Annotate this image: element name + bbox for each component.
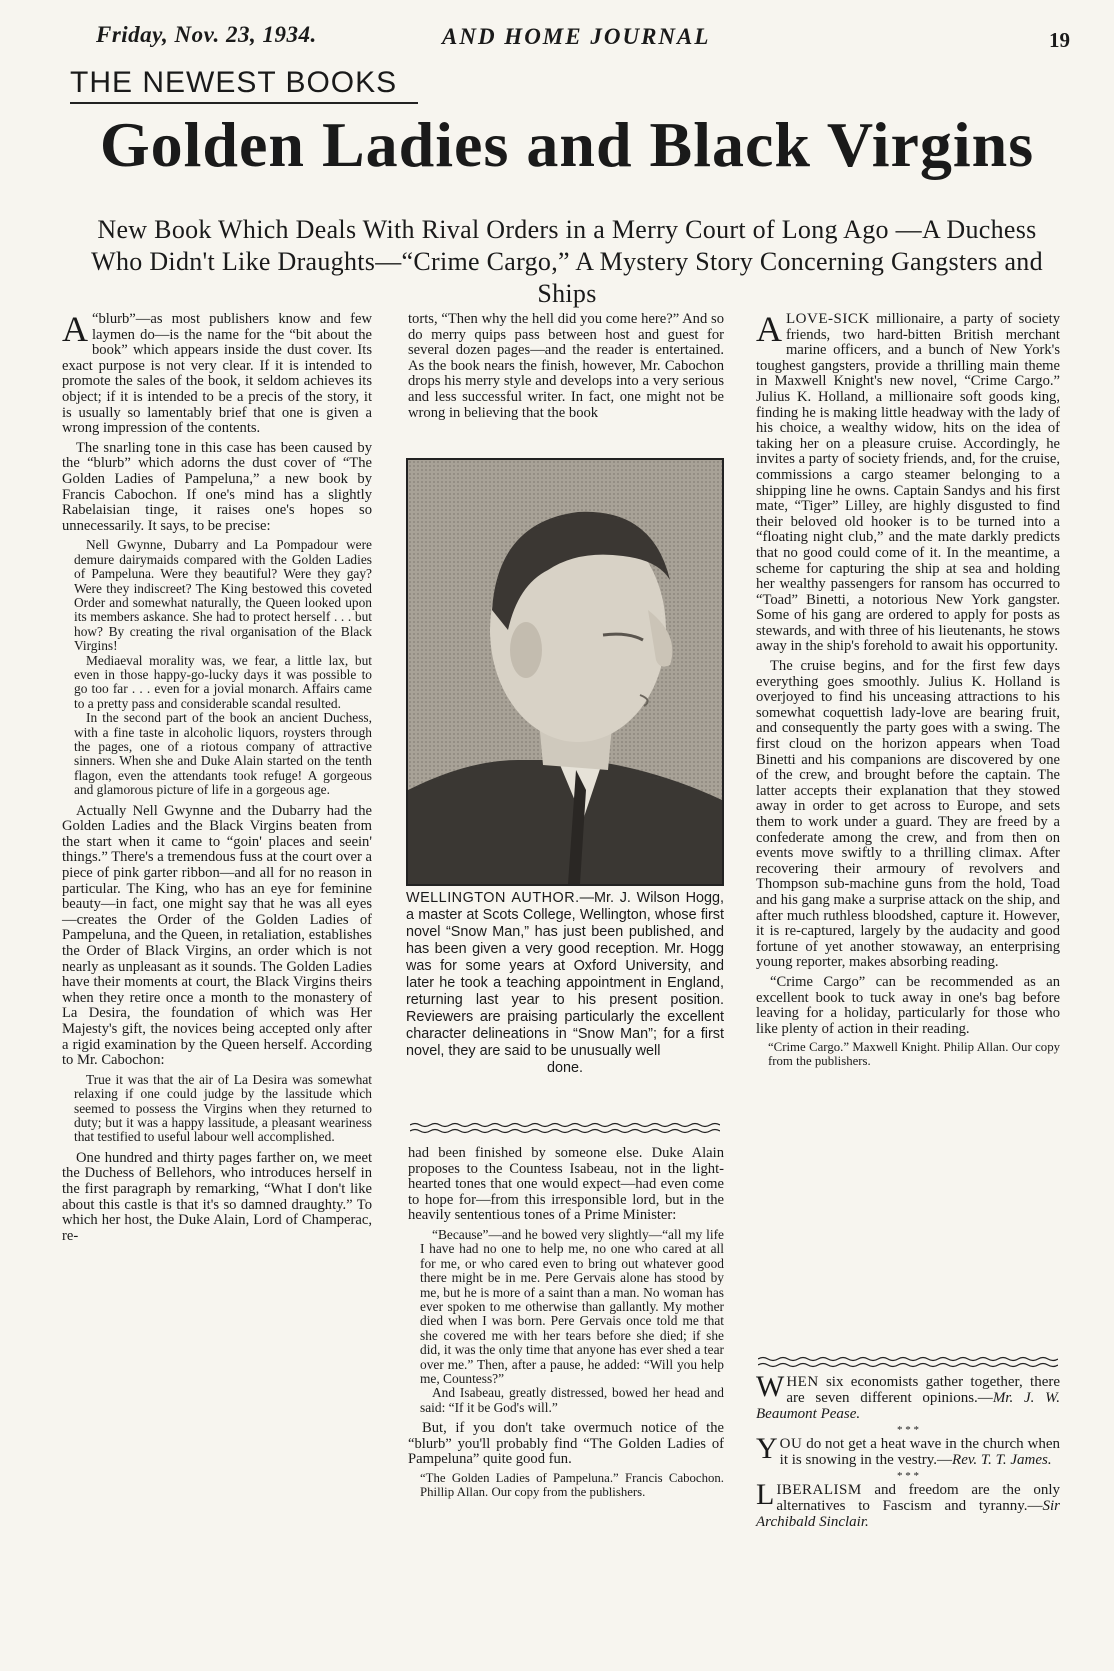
issue-date: Friday, Nov. 23, 1934. (96, 22, 317, 47)
article-column-3 (756, 309, 1060, 1069)
paragraph: A “blurb”—as most publishers know and few laymen do—is the name for the “bit about the book” which appears inside the dust cover. Its exact purpose is not very clear. If it is intended to promote the sales of the book, it seldom achieves its object; if it is intended to be a precis of the story, it is usually so lamentably brief that one is given a wrong impression of the contents. (62, 309, 372, 437)
photo-caption (406, 890, 724, 1077)
book-quote: True it was that the air of La Desira was somewhat relaxing if one could judge by the lassitude which seemed to possess the Virgins when they returned to duty; but it was a happy lassitude, a pleasant weariness that testified to useful labour well accomplished. (74, 1071, 372, 1145)
separator-stars: * * * (897, 1424, 919, 1436)
quote-item: YOU do not get a heat wave in the church when it is snowing in the vestry.—Rev. T. T. James. (756, 1432, 1060, 1468)
paragraph: Actually Nell Gwynne and the Dubarry had the Golden Ladies and the Black Virgins beaten from the start when it came to “goin' places and seein' things.” There's a tremendous fuss at the court over a piece of pink garter ribbon—and all for no reason in particular. The King, who has an eye for feminine beauty—in fact, one might say that he was all eyes—creates the Order of the Golden Ladies of Pampeluna, and the Queen, in retaliation, establishes the Order of Black Virgins, an order which is not nearly as unpleasant as it sounds. The Golden Ladies have their moments at court, the Black Virgins theirs when they retire once a month to the monastery of La Desira, the foundation of which was Her Majesty's gift, the novices being accepted only after a rigid examination by the Queen herself. According to Mr. Cabochon: (62, 802, 372, 1069)
paragraph: torts, “Then why the hell did you come here?” And so do merry quips pass between host and guest for several dozen pages—and the reader is entertained. As the book nears the finish, however, Mr. Cabochon drops his merry style and develops into a very serious and less successful writer. In fact, one might not be wrong in believing that the book (408, 311, 724, 421)
paragraph: The snarling tone in this case has been caused by the “blurb” which adorns the dust cover of “The Golden Ladies of Pampeluna,” a new book by Francis Cabochon. If one's mind has a slightly Rabelaisian tinge, it raises one's hopes so unnecessarily. It says, to be precise: (62, 439, 372, 534)
page-number: 19 (1049, 28, 1070, 52)
paragraph: “Crime Cargo” can be recommended as an excellent book to tuck away in one's bag before leaving for a holiday, particularly for those who like plenty of action in their reading. (756, 973, 1060, 1037)
section-title: THE NEWEST BOOKS (70, 66, 418, 104)
portrait-illustration (408, 460, 722, 884)
page-header (90, 22, 1074, 56)
blurb-quote: Nell Gwynne, Dubarry and La Pompadour were demure dairymaids compared with the Golden Ladies of Pampeluna. Were they beautiful? Were they gay? Were they indiscreet? The King bestowed this coveted Order and somewhat naturally, the Queen looked upon its members askance. She had to protect herself . . . but how? By creating the rival organisation of the Black Virgins! Mediaeval morality was, we fear, a little lax, but even in those happy-go-lucky days it was possible to go too far . . . even for a jovial monarch. Affairs came to a pretty pass and considerable scandal resulted. In the second part of the book an ancient Duchess, with a fine taste in alcoholic liquors, roysters through the pages, one of a riotous company of attractive sinners. When she and Duke Alain started on the tenth flagon, even the attendants took refuge! A gorgeous and glamorous picture of life in a gorgeous age. (74, 537, 372, 798)
book-credit: “The Golden Ladies of Pampeluna.” Francis Cabochon. Phillip Allan. Our copy from the publishers. (420, 1471, 724, 1499)
paragraph: had been finished by someone else. Duke Alain proposes to the Countess Isabeau, not in the light-hearted tones that one would expect—had even come to hope for—from this irresponsible lord, but in the heavily sententious tones of a Prime Minister: (408, 1145, 724, 1224)
headline: Golden Ladies and Black Virgins (99, 109, 1035, 180)
separator-stars: * * * (897, 1470, 919, 1482)
quotations-box (756, 1370, 1060, 1538)
paragraph: One hundred and thirty pages farther on, we meet the Duchess of Bellehors, who introduces herself in the first paragraph by remarking, “What I don't like about this castle is that it's so damned draughty.” To which her host, the Duke Alain, Lord of Champerac, re- (62, 1149, 372, 1244)
book-credit: “Crime Cargo.” Maxwell Knight. Philip Allan. Our copy from the publishers. (768, 1040, 1060, 1068)
paragraph: The cruise begins, and for the first few days everything goes smoothly. Julius K. Holland is overjoyed to find his unceasing attractions to his somewhat coquettish lady-love are bearing fruit, and consequently the party goes with a swing. The first cloud on the horizon appears when Toad Binetti and his companions are discovered by one of the crew, and brought before the captain. The latter accepts their explanation that they stowed away in order to get across to Europe, and sets them to work under a guard. They are freed by a confederate among the crew, and from then on events move swiftly to a thrilling climax. After recovering their armoury of revolvers and Thompson sub-machine guns from the hold, Toad and his gang make a surprise attack on the ship, and after much ruthless bloodshed, capture it. However, it is re-captured, largely by the audacity and good fortune of yet another stowaway, an enterprising young reporter, makes absorbing reading. (756, 658, 1060, 971)
wavy-divider (758, 1356, 1058, 1368)
article-column-2-top (408, 312, 724, 425)
wavy-divider (410, 1122, 720, 1134)
article-column-2-bottom (408, 1146, 724, 1499)
article-column-1 (62, 309, 372, 1248)
caption-text: —Mr. J. Wilson Hogg, a master at Scots College, Wellington, whose first novel “Snow Man,” has just been published, and has been given a very good reception. Mr. Hogg was for some years at Oxford University, and later he took a teaching appointment in England, returning last year to his present position. Reviewers are praising particularly the excellent character delineations in “Snow Man”; for a first novel, they are said to be unusually well (406, 890, 724, 1059)
drop-cap: A (62, 309, 88, 349)
journal-name: AND HOME JOURNAL (442, 24, 711, 49)
caption-heading: WELLINGTON AUTHOR. (406, 890, 580, 906)
quote-item: WHEN six economists gather together, there are seven different opinions.—Mr. J. W. Beaumont Pease. (756, 1370, 1060, 1422)
quote-item: LIBERALISM and freedom are the only alternatives to Fascism and tyranny.—Sir Archibald Sinclair. (756, 1478, 1060, 1530)
book-quote: “Because”—and he bowed very slightly—“all my life I have had no one to help me, no one who cared at all for me, or who cared even to bring out whatever good there might be in me. Pere Gervais alone has stood by me, but he is more of a saint than a man. No woman has ever spoken to me otherwise than gallantly. My mother died when I was born. Pere Gervais once told me that she covered me with her tears before she died; if she did, it was the only time that anyone has ever shed a tear over me.” Then, after a pause, he added: “Will you help me, Countess?” And Isabeau, greatly distressed, bowed her head and said: “If it be God's will.” (420, 1226, 724, 1415)
caption-end: done. (546, 1060, 583, 1076)
paragraph: But, if you don't take overmuch notice of the “blurb” you'll probably find “The Golden Ladies of Pampeluna” quite good fun. (408, 1420, 724, 1468)
subheadline: New Book Which Deals With Rival Orders in a Merry Court of Long Ago —A Duchess Who Didn't Like Draughts—“Crime Cargo,” A Mystery Story Concerning Gangsters and Ships (91, 215, 1043, 308)
author-portrait-photo (406, 458, 724, 886)
drop-cap: A (756, 309, 782, 349)
paragraph: ALOVE-SICK millionaire, a party of society friends, two hard-bitten British merchant marine officers, and a bunch of New York's toughest gangsters, provide a thrilling main theme in Maxwell Knight's new novel, “Crime Cargo.” Julius K. Holland, a millionaire soft goods king, finding he is making little headway with the lady of his choice, a wealthy widow, hits on the idea of taking her on a pleasure cruise. Accordingly, he invites a party of society friends, and, for the cruise, commissions a cargo steamer belonging to a shipping line he owns. Captain Sandys and his first mate, “Tiger” Lilley, are highly disgusted to find their beloved old hooker is to be turned into a “floating night club,” and the mate darkly predicts that no good could come of it. In the meantime, a scheme for capturing the ship at sea and holding her wealthy passengers for ransom has occurred to “Toad” Binetti, a notorious New York gangster. Some of his gang are ordered to apply for posts as stewards, and with three of his lieutenants, he stows away in the ship's forehold to await his opportunity. (756, 309, 1060, 655)
